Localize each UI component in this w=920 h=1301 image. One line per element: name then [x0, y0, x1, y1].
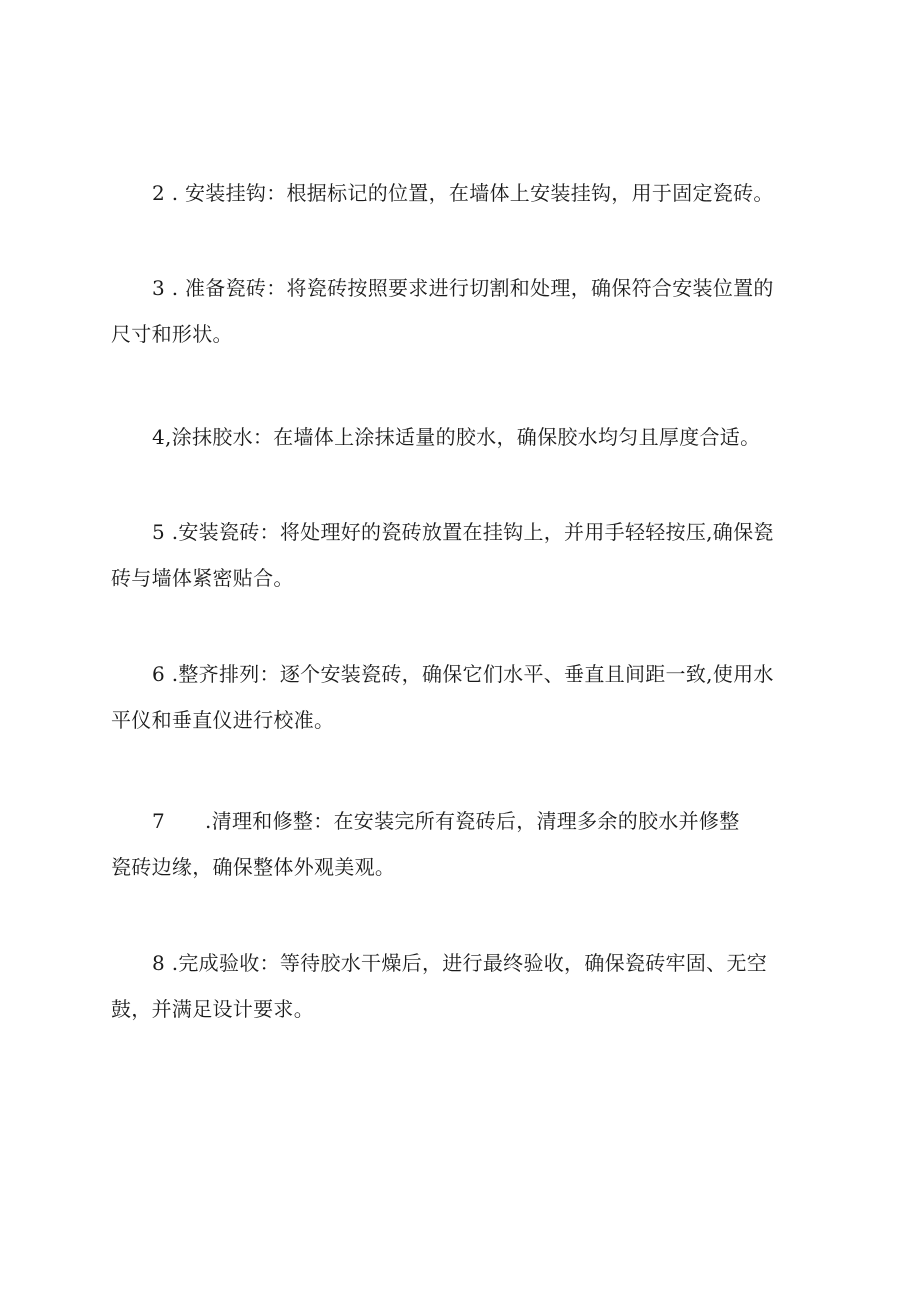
step-3-line-2: 尺寸和形状。 — [111, 322, 233, 346]
step-5-line-2: 砖与墙体紧密贴合。 — [111, 566, 294, 590]
step-8-line-1 — [111, 940, 831, 986]
step-4-line-1 — [111, 414, 831, 460]
step-7-paragraph — [111, 798, 831, 890]
step-7-line-2: 瓷砖边缘，确保整体外观美观。 — [111, 855, 396, 879]
step-7-number: 7 — [152, 809, 166, 833]
step-2-line-1 — [111, 170, 831, 216]
step-2-text: . 安装挂钩：根据标记的位置，在墙体上安装挂钩，用于固定瓷砖。 — [165, 181, 774, 205]
step-8-text: .完成验收：等待胶水干燥后，进行最终验收，确保瓷砖牢固、无空 — [165, 951, 768, 975]
step-4-number: 4, — [152, 425, 172, 449]
step-5-number: 5 — [152, 520, 166, 544]
step-5-paragraph — [111, 509, 831, 601]
step-3-line-1 — [111, 265, 831, 311]
step-3-paragraph — [111, 265, 831, 357]
step-6-number: 6 — [152, 662, 166, 686]
step-2-paragraph — [111, 170, 831, 216]
step-7-line-1 — [111, 798, 831, 844]
step-5-text: .安装瓷砖：将处理好的瓷砖放置在挂钩上，并用手轻轻按压,确保瓷 — [165, 520, 774, 544]
step-6-line-1 — [111, 651, 831, 697]
step-4-paragraph — [111, 414, 831, 460]
step-8-line-2: 鼓，并满足设计要求。 — [111, 997, 314, 1021]
step-7-text: .清理和修整：在安装完所有瓷砖后，清理多余的胶水并修整 — [205, 809, 740, 833]
step-4-text: 涂抹胶水：在墙体上涂抹适量的胶水，确保胶水均匀且厚度合适。 — [171, 425, 761, 449]
step-3-text: . 准备瓷砖：将瓷砖按照要求进行切割和处理，确保符合安装位置的 — [165, 276, 774, 300]
step-3-number: 3 — [152, 276, 166, 300]
step-8-number: 8 — [152, 951, 166, 975]
step-6-text: .整齐排列：逐个安装瓷砖，确保它们水平、垂直且间距一致,使用水 — [165, 662, 774, 686]
step-6-paragraph — [111, 651, 831, 743]
step-6-line-2: 平仪和垂直仪进行校准。 — [111, 708, 335, 732]
step-5-line-1 — [111, 509, 831, 555]
step-8-paragraph — [111, 940, 831, 1032]
step-2-number: 2 — [152, 181, 166, 205]
